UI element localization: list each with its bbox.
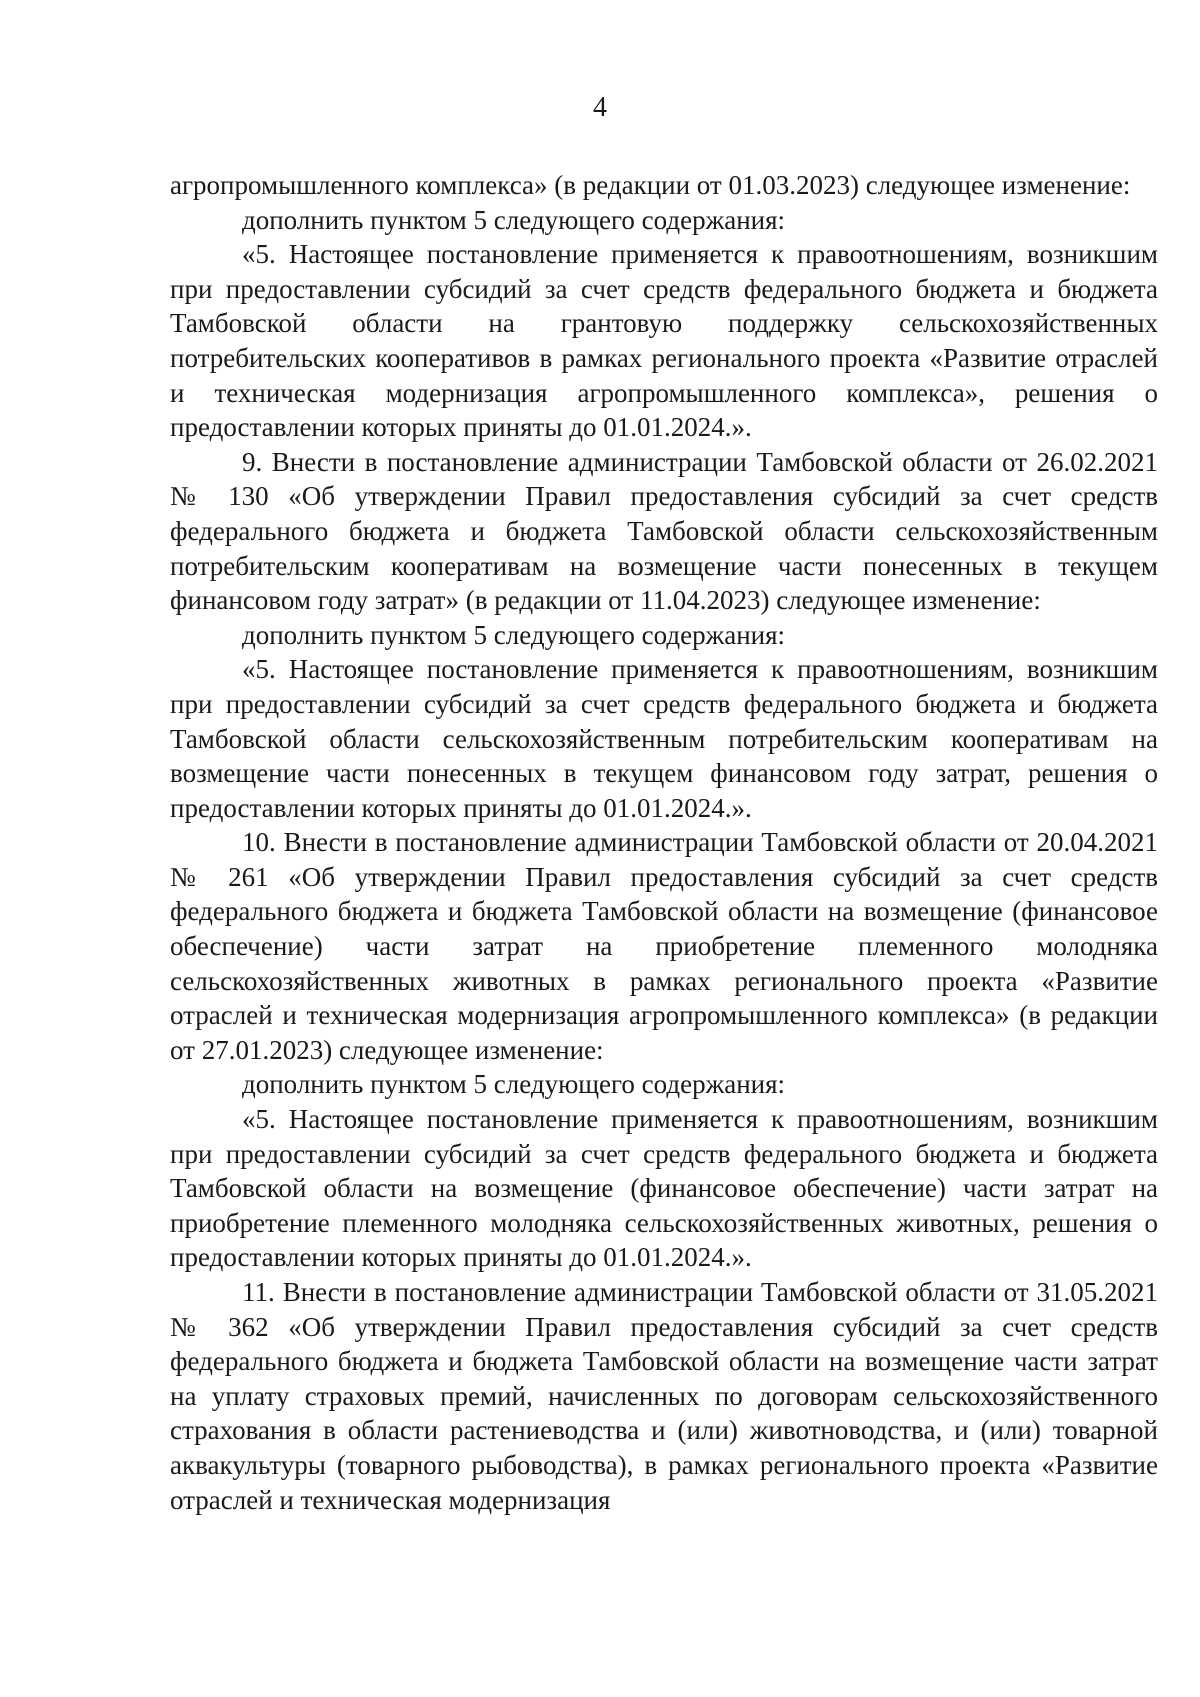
paragraph: 11. Внести в постановление администрации Тамбовской области от 31.05.2021 № 362 «Об утверждении Правил предоставления субсидий за счет средств федерального бюджета и бюджета Тамбовской области на возмещение части затрат на уплату страховых премий, начисленных по договорам сельскохозяйственного страхования в области растениеводства и (или) животноводства, и (или) товарной аквакультуры (товарного рыбоводства), в рамках регионального проекта «Развитие отраслей и техническая модернизация (170, 1277, 1158, 1515)
paragraph: дополнить пунктом 5 следующего содержания: (242, 619, 786, 650)
paragraph: «5. Настоящее постановление применяется к правоотношениям, возникшим при предоставлении субсидий за счет средств федерального бюджета и бюджета Тамбовской области на возмещение (финансовое обеспечение) части затрат на приобретение племенного молодняка сельскохозяйственных животных, решения о предоставлении которых приняты до 01.01.2024.». (170, 1104, 1158, 1273)
page-number: 4 (593, 92, 607, 123)
paragraph: 10. Внести в постановление администрации Тамбовской области от 20.04.2021 № 261 «Об утверждении Правил предоставления субсидий за счет средств федерального бюджета и бюджета Тамбовской области на возмещение (финансовое обеспечение) части затрат на приобретение племенного молодняка сельскохозяйственных животных в рамках регионального проекта «Развитие отраслей и техническая модернизация агропромышленного комплекса» (в редакции от 27.01.2023) следующее изменение: (170, 827, 1158, 1065)
paragraph: агропромышленного комплекса» (в редакции от 01.03.2023) следующее изменение: (170, 170, 1131, 200)
paragraph: дополнить пунктом 5 следующего содержания: (242, 1069, 786, 1100)
document-body (170, 168, 1158, 1517)
paragraph: дополнить пунктом 5 следующего содержания: (242, 204, 786, 235)
paragraph: «5. Настоящее постановление применяется к правоотношениям, возникшим при предоставлении субсидий за счет средств федерального бюджета и бюджета Тамбовской области на грантовую поддержку сельскохозяйственных потребительских кооперативов в рамках регионального проекта «Развитие отраслей и техническая модернизация агропромышленного комплекса», решения о предоставлении которых приняты до 01.01.2024.». (170, 239, 1158, 443)
paragraph: «5. Настоящее постановление применяется к правоотношениям, возникшим при предоставлении субсидий за счет средств федерального бюджета и бюджета Тамбовской области сельскохозяйственным потребительским кооперативам на возмещение части понесенных в текущем финансовом году затрат, решения о предоставлении которых приняты до 01.01.2024.». (170, 654, 1158, 823)
paragraph: 9. Внести в постановление администрации Тамбовской области от 26.02.2021 № 130 «Об утверждении Правил предоставления субсидий за счет средств федерального бюджета и бюджета Тамбовской области сельскохозяйственным потребительским кооперативам на возмещение части понесенных в текущем финансовом году затрат» (в редакции от 11.04.2023) следующее изменение: (170, 446, 1158, 616)
